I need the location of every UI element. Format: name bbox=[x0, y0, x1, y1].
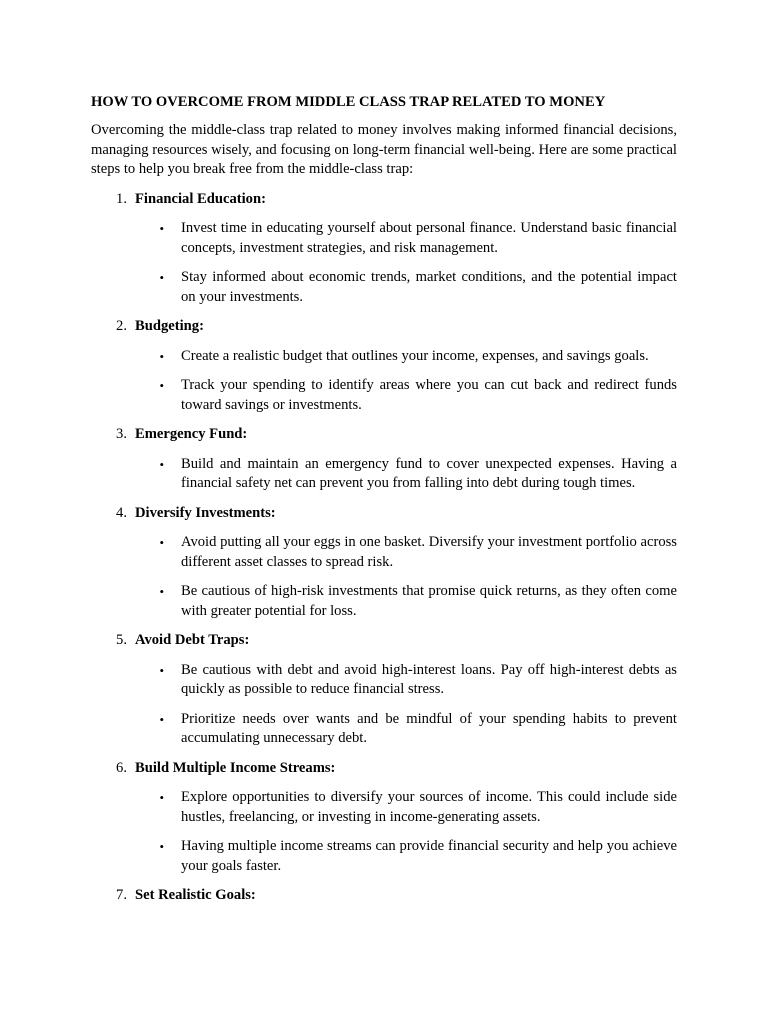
bullet-list bbox=[91, 219, 677, 307]
bullet-text: Build and maintain an emergency fund to cover unexpected expenses. Having a financial safety net can prevent you from falling into debt during tough times. bbox=[181, 455, 677, 491]
document-title: HOW TO OVERCOME FROM MIDDLE CLASS TRAP RELATED TO MONEY bbox=[91, 94, 606, 110]
bullet-text: Be cautious with debt and avoid high-interest loans. Pay off high-interest debts as quickly as possible to reduce financial stress. bbox=[181, 661, 677, 697]
step-number: 3. bbox=[116, 426, 127, 442]
bullet-list bbox=[91, 455, 677, 494]
step-item bbox=[91, 190, 677, 308]
intro-paragraph: Overcoming the middle-class trap related to money involves making informed financial decisions, managing resources wisely, and focusing on long-term financial well-being. Here are some practical steps to help you break free from the middle-class trap: bbox=[91, 122, 677, 177]
bullet-list bbox=[91, 661, 677, 749]
step-heading bbox=[91, 190, 677, 210]
step-title: Build Multiple Income Streams: bbox=[135, 759, 336, 776]
bullet-item bbox=[91, 710, 677, 749]
step-item bbox=[91, 759, 677, 877]
bullet-point-icon: • bbox=[159, 348, 164, 364]
bullet-point-icon: • bbox=[159, 584, 164, 599]
step-number: 6. bbox=[116, 759, 127, 776]
step-item bbox=[91, 631, 677, 749]
bullet-text: Stay informed about economic trends, market conditions, and the potential impact on your investments. bbox=[181, 269, 677, 305]
step-item bbox=[91, 425, 677, 494]
bullet-text: Create a realistic budget that outlines your income, expenses, and savings goals. bbox=[181, 347, 649, 364]
step-title: Budgeting: bbox=[135, 318, 204, 334]
step-title: Emergency Fund: bbox=[135, 426, 248, 442]
step-title: Avoid Debt Traps: bbox=[135, 632, 250, 648]
bullet-point-icon: • bbox=[159, 711, 164, 727]
step-number: 4. bbox=[116, 504, 127, 521]
bullet-item bbox=[91, 837, 677, 876]
step-number: 7. bbox=[116, 887, 127, 903]
bullet-point-icon: • bbox=[159, 378, 164, 393]
bullet-point-icon: • bbox=[159, 662, 164, 678]
bullet-text: Having multiple income streams can provide financial security and help you achieve your goals faster. bbox=[181, 838, 677, 874]
bullet-point-icon: • bbox=[159, 270, 164, 285]
step-heading bbox=[91, 425, 677, 445]
step-heading bbox=[91, 317, 677, 337]
bullet-text: Prioritize needs over wants and be mindful of your spending habits to prevent accumulating unnecessary debt. bbox=[181, 710, 677, 746]
bullet-text: Be cautious of high-risk investments that promise quick returns, as they often come with greater potential for loss. bbox=[181, 583, 677, 619]
step-heading bbox=[91, 504, 677, 524]
step-heading bbox=[91, 631, 677, 651]
steps-list bbox=[91, 190, 677, 906]
bullet-item bbox=[91, 455, 677, 494]
step-number: 1. bbox=[116, 190, 127, 207]
bullet-list bbox=[91, 788, 677, 876]
bullet-item bbox=[91, 788, 677, 827]
bullet-text: Explore opportunities to diversify your sources of income. This could include side hustles, freelancing, or investing in income-generating assets. bbox=[181, 789, 677, 825]
bullet-item bbox=[91, 268, 677, 307]
step-item bbox=[91, 504, 677, 622]
step-item bbox=[91, 317, 677, 415]
bullet-item bbox=[91, 347, 677, 367]
step-number: 2. bbox=[116, 318, 127, 334]
bullet-point-icon: • bbox=[159, 790, 164, 805]
step-title: Financial Education: bbox=[135, 190, 266, 207]
bullet-point-icon: • bbox=[159, 221, 164, 236]
bullet-text: Track your spending to identify areas where you can cut back and redirect funds toward savings or investments. bbox=[181, 377, 677, 413]
step-heading bbox=[91, 759, 677, 779]
bullet-item bbox=[91, 661, 677, 700]
bullet-point-icon: • bbox=[159, 456, 164, 472]
step-title: Diversify Investments: bbox=[135, 504, 276, 521]
bullet-item bbox=[91, 533, 677, 572]
bullet-text: Invest time in educating yourself about personal finance. Understand basic financial concepts, investment strategies, and risk management. bbox=[181, 220, 677, 256]
step-title: Set Realistic Goals: bbox=[135, 887, 256, 903]
step-number: 5. bbox=[116, 632, 127, 648]
bullet-list bbox=[91, 347, 677, 416]
bullet-list bbox=[91, 533, 677, 621]
step-item bbox=[91, 886, 677, 906]
bullet-item bbox=[91, 376, 677, 415]
bullet-point-icon: • bbox=[159, 535, 164, 550]
step-heading bbox=[91, 886, 677, 906]
bullet-point-icon: • bbox=[159, 839, 164, 854]
bullet-item bbox=[91, 582, 677, 621]
bullet-item bbox=[91, 219, 677, 258]
bullet-text: Avoid putting all your eggs in one basket. Diversify your investment portfolio across different asset classes to spread risk. bbox=[181, 534, 677, 570]
